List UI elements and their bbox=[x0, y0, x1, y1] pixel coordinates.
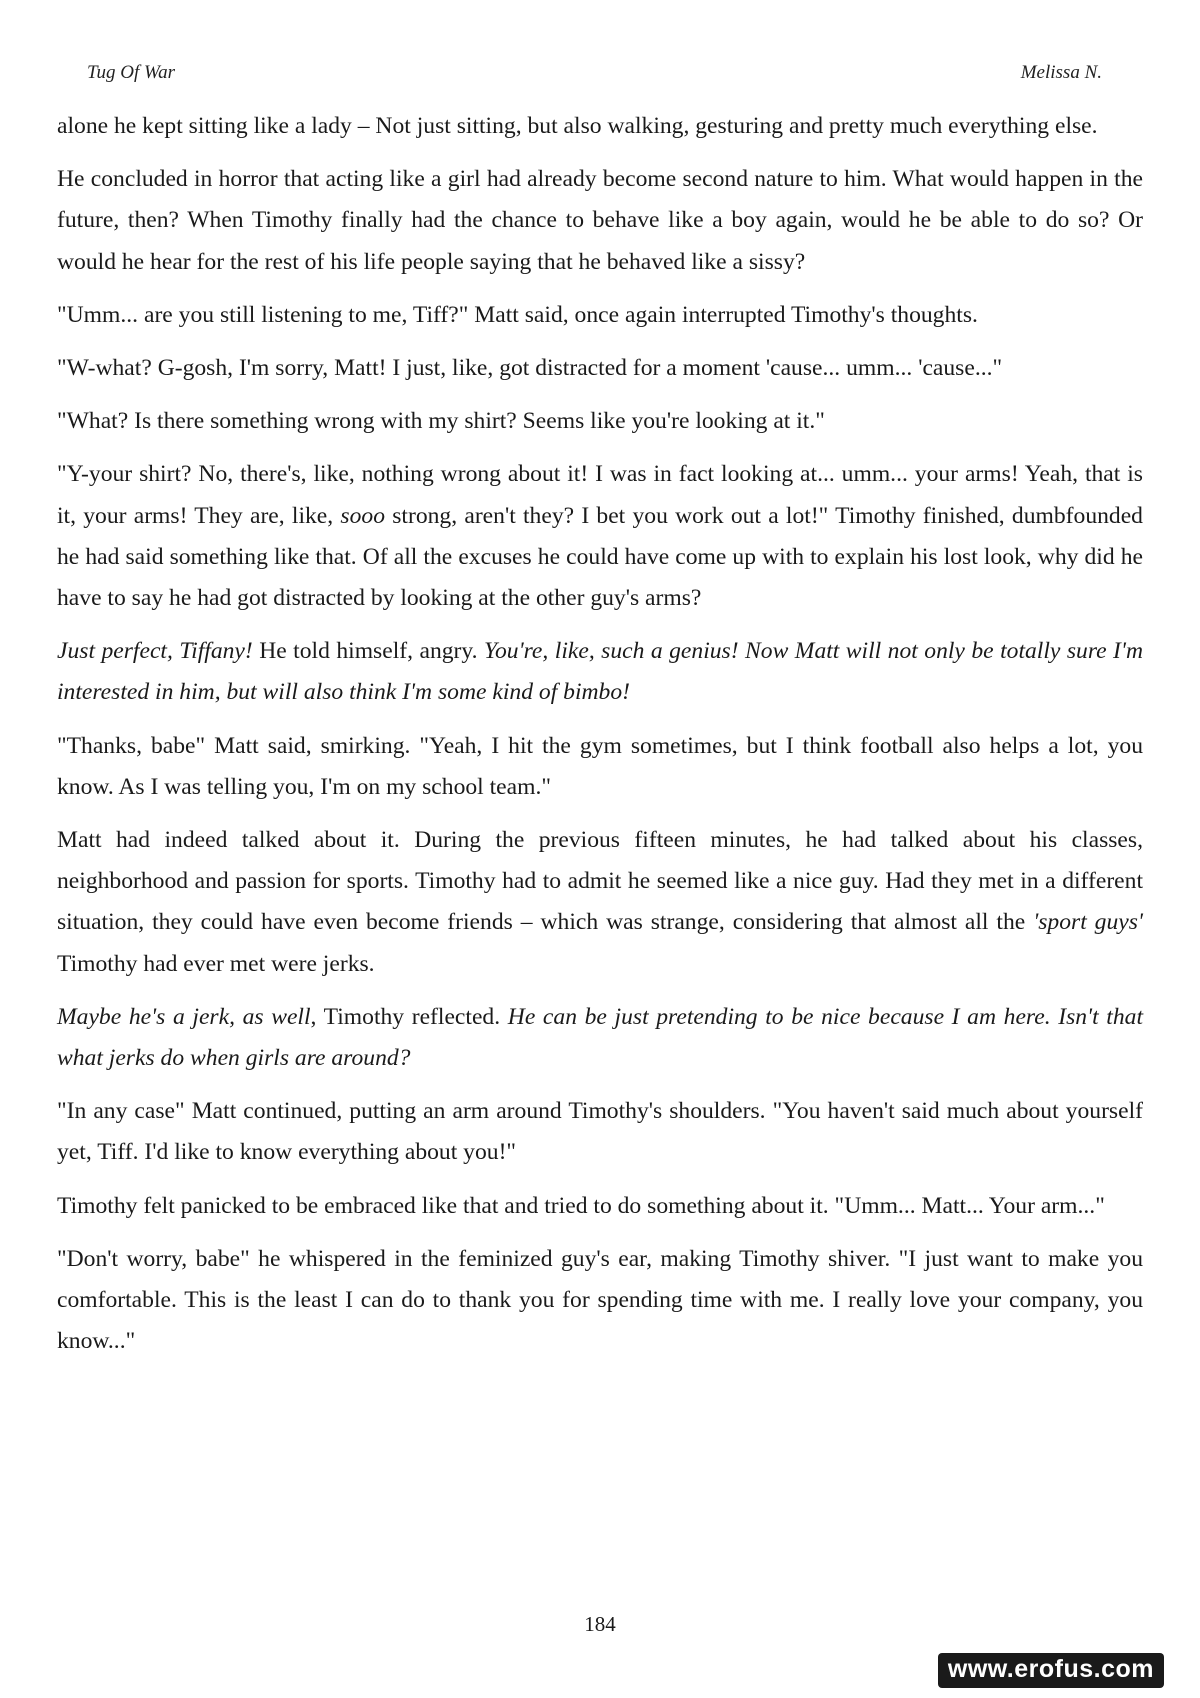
text-run: He concluded in horror that acting like a girl had already become second nature to him. What would happen in the future, then? When Timothy finally had the chance to behave like a boy again, would he be able to do so? Or would he hear for the rest of his life people saying that he behaved like a sissy? bbox=[57, 166, 1143, 275]
body-paragraph bbox=[57, 1091, 1143, 1173]
body-paragraph bbox=[57, 726, 1143, 808]
body-paragraph bbox=[57, 295, 1143, 336]
text-run: , Timothy reflected. bbox=[310, 1003, 508, 1030]
italic-text-run: Just perfect, Tiffany! bbox=[57, 638, 253, 665]
body-paragraph bbox=[57, 159, 1143, 283]
text-run: "What? Is there something wrong with my shirt? Seems like you're looking at it." bbox=[57, 408, 825, 435]
site-watermark: www.erofus.com bbox=[938, 1653, 1164, 1688]
text-run: Matt had indeed talked about it. During the previous fifteen minutes, he had talked about his classes, neighborhood and passion for sports. Timothy had to admit he seemed like a nice guy. Had they met in a different situation, they could have even become friends – which was strange, considering that almost all the bbox=[57, 827, 1143, 936]
page-header bbox=[87, 62, 1102, 84]
text-run: Timothy had ever met were jerks. bbox=[57, 950, 375, 977]
italic-text-run: 'sport guys' bbox=[1033, 909, 1143, 936]
italic-text-run: Maybe he's a jerk, as well bbox=[57, 1003, 311, 1030]
text-run: "Umm... are you still listening to me, Tiff?" Matt said, once again interrupted Timothy's thoughts. bbox=[57, 301, 978, 328]
text-run: strong, aren't they? I bet you work out a lot!" Timothy finished, dumbfounded he had said something like that. Of all the excuses he could have come up with to explain his lost look, why did he have to say he had got distracted by looking at the other guy's arms? bbox=[57, 502, 1143, 612]
author-name: Melissa N. bbox=[1020, 62, 1102, 83]
body-paragraph bbox=[57, 401, 1143, 442]
italic-text-run: He can be just pretending to be nice because I am here. Isn't that what jerks do when girls are around? bbox=[57, 1003, 1143, 1072]
body-paragraph bbox=[57, 1239, 1143, 1363]
italic-text-run: sooo bbox=[340, 502, 385, 529]
text-run: Timothy felt panicked to be embraced like that and tried to do something about it. "Umm... Matt... Your arm..." bbox=[57, 1192, 1105, 1219]
italic-text-run: You're, like, such a genius! Now Matt will not only be totally sure I'm interested in him, but will also think I'm some kind of bimbo! bbox=[57, 638, 1143, 706]
body-paragraph bbox=[57, 1186, 1143, 1227]
body-paragraph bbox=[57, 820, 1143, 985]
body-paragraph bbox=[57, 348, 1143, 389]
text-run: "W-what? G-gosh, I'm sorry, Matt! I just, like, got distracted for a moment 'cause... umm... 'cause..." bbox=[57, 355, 1003, 382]
text-run: "In any case" Matt continued, putting an arm around Timothy's shoulders. "You haven't said much about yourself yet, Tiff. I'd like to know everything about you!" bbox=[57, 1098, 1143, 1166]
body-paragraph bbox=[57, 454, 1143, 619]
text-run: "Thanks, babe" Matt said, smirking. "Yeah, I hit the gym sometimes, but I think football also helps a lot, you know. As I was telling you, I'm on my school team." bbox=[57, 732, 1143, 800]
page-body bbox=[57, 106, 1143, 1374]
body-paragraph bbox=[57, 631, 1143, 713]
text-run: alone he kept sitting like a lady – Not just sitting, but also walking, gesturing and pretty much everything else. bbox=[57, 113, 1098, 139]
text-run: "Don't worry, babe" he whispered in the feminized guy's ear, making Timothy shiver. "I just want to make you comfortable. This is the least I can do to thank you for spending time with me. I really love your company, you know..." bbox=[57, 1245, 1143, 1355]
body-paragraph bbox=[57, 106, 1143, 147]
text-run: He told himself, angry. bbox=[252, 638, 485, 665]
body-paragraph bbox=[57, 997, 1143, 1079]
book-title: Tug Of War bbox=[87, 62, 175, 83]
page-number: 184 bbox=[584, 1612, 616, 1636]
text-run: "Y-your shirt? No, there's, like, nothing wrong about it! I was in fact looking at... umm... your arms! Yeah, that is it, your arms! They are, like, bbox=[57, 461, 1143, 529]
